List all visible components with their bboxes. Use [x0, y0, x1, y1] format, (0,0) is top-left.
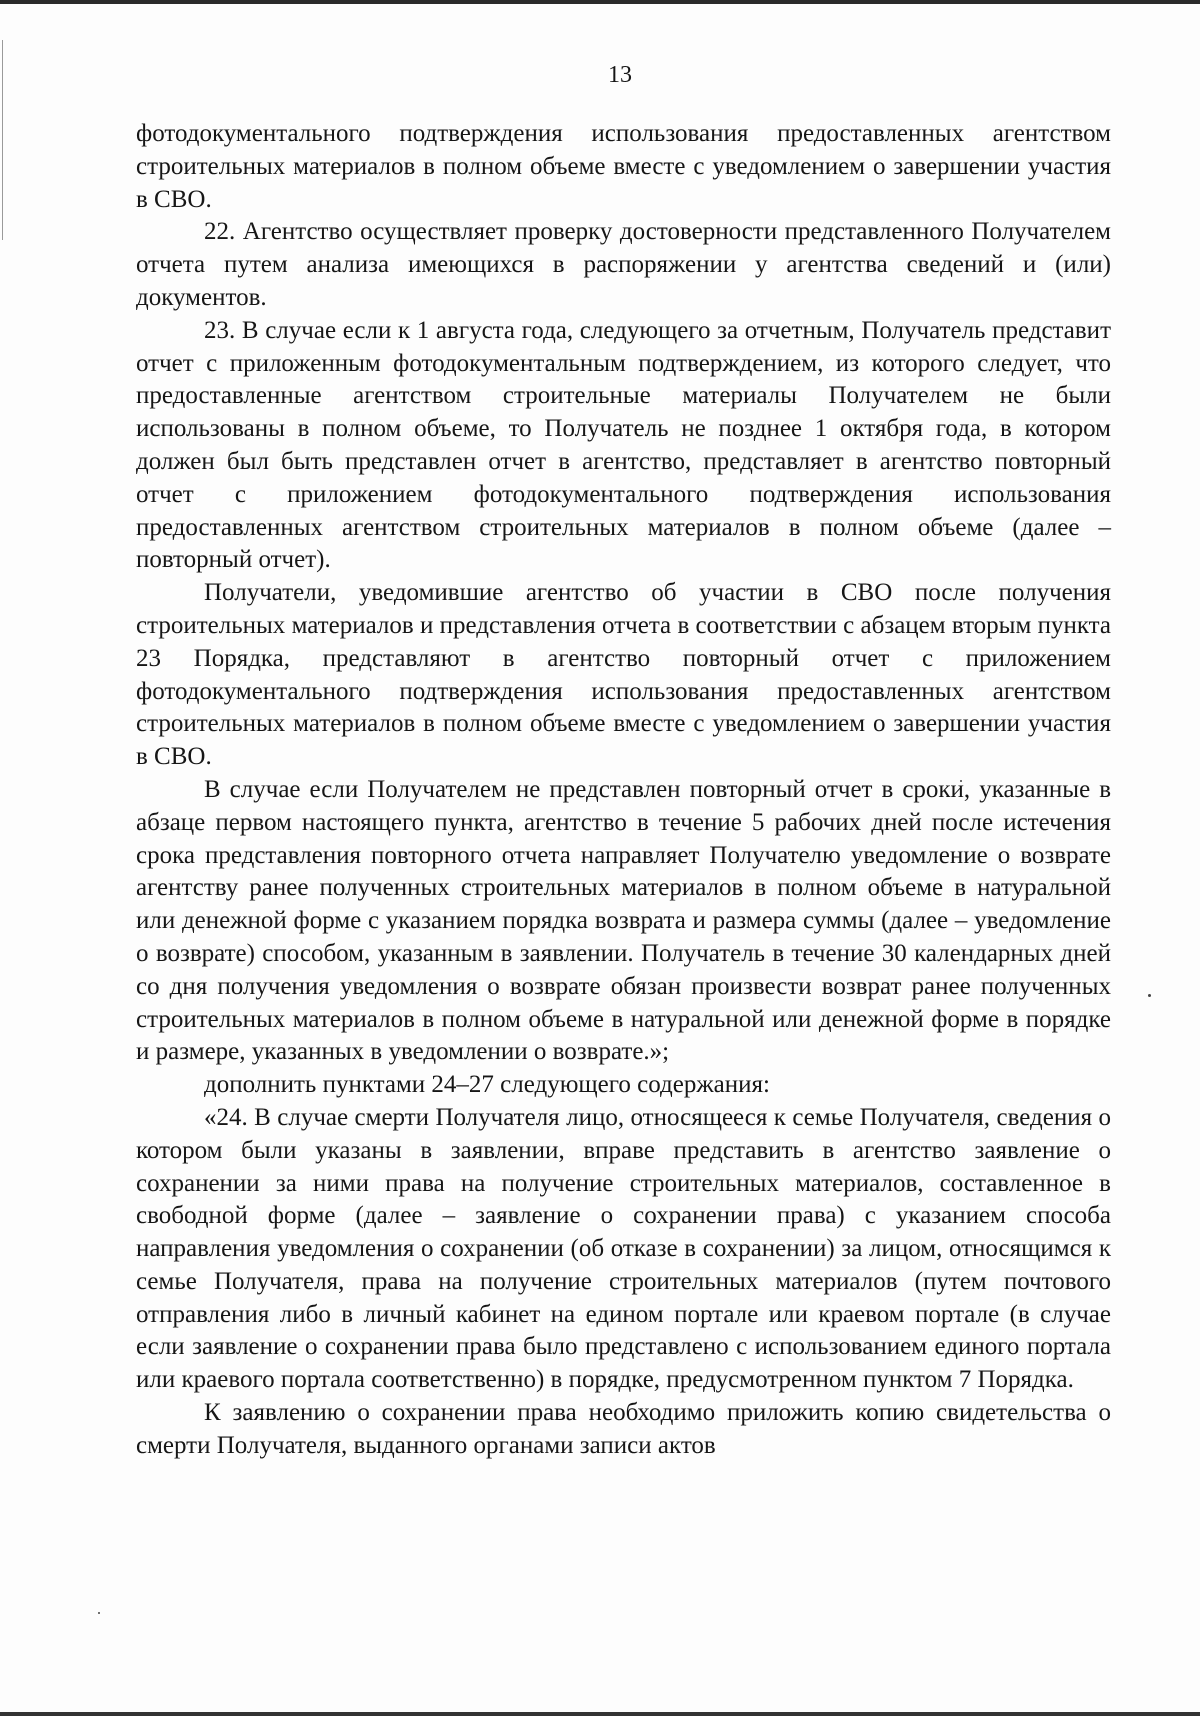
scan-speck	[98, 1612, 100, 1614]
paragraph-item-24: «24. В случае смерти Получателя лицо, относящееся к семье Получателя, сведения о котором были указаны в заявлении, вправе представить в агентство заявление о сохранении за ними права на получение строительных материалов, составленное в свободной форме (далее – заявление о сохранении права) с указанием способа направления уведомления о сохранении (об отказе в сохранении) за лицом, относящимся к семье Получателя, права на получение строительных материалов (путем почтового отправления либо в личный кабинет на едином портале или краевом портале (в случае если заявление о сохранении права было представлено с использованием единого портала или краевого портала соответственно) в порядке, предусмотренном пунктом 7 Порядка.	[136, 1103, 1111, 1394]
page-number: 13	[608, 62, 632, 88]
scan-top-edge	[0, 0, 1200, 4]
paragraph-return-notice: В случае если Получателем не представлен повторный отчет в сроки, указанные в абзаце первом настоящего пункта, агентство в течение 5 рабочих дней после истечения срока представления повторного отчета направляет Получателю уведомление о возврате агентству ранее полученных строительных материалов в полном объеме в натуральной или денежной форме с указанием порядка возврата и размера суммы (далее – уведомление о возврате) способом, указанным в заявлении. Получатель в течение 30 календарных дней со дня получения уведомления о возврате обязан произвести возврат ранее полученных строительных материалов в полном объеме в натуральной или денежной форме в порядке и размере, указанных в уведомлении о возврате.»;	[136, 775, 1111, 1066]
paragraph-svo-recipients: Получатели, уведомившие агентство об участии в СВО после получения строительных материалов и представления отчета в соответствии с абзацем вторым пункта 23 Порядка, представляют в агентство повторный отчет с приложением фотодокументального подтверждения использования предоставленных агентством строительных материалов в полном объеме вместе с уведомлением о завершении участия в СВО.	[136, 579, 1111, 771]
paragraph-item-22: 22. Агентство осуществляет проверку достоверности представленного Получателем отчета путем анализа имеющихся в распоряжении у агентства сведений и (или) документов.	[136, 218, 1111, 311]
paragraph-attachment: К заявлению о сохранении права необходимо приложить копию свидетельства о смерти Получателя, выданного органами записи актов	[136, 1399, 1111, 1459]
paragraph-amendment-intro: дополнить пунктами 24–27 следующего содержания:	[204, 1071, 770, 1099]
scan-bottom-edge	[0, 1712, 1200, 1716]
document-body	[136, 118, 1111, 1463]
paragraph-continuation: фотодокументального подтверждения использования предоставленных агентством строительных материалов в полном объеме вместе с уведомлением о завершении участия в СВО.	[136, 120, 1111, 213]
paragraph-item-23: 23. В случае если к 1 августа года, следующего за отчетным, Получатель представит отчет с приложенным фотодокументальным подтверждением, из которого следует, что предоставленные агентством строительные материалы Получателем не были использованы в полном объеме, то Получатель не позднее 1 октября года, в котором должен был быть представлен отчет в агентство, представляет в агентство повторный отчет с приложением фотодокументального подтверждения использования предоставленных агентством строительных материалов в полном объеме (далее – повторный отчет).	[136, 316, 1111, 574]
scan-speck	[1148, 994, 1151, 997]
